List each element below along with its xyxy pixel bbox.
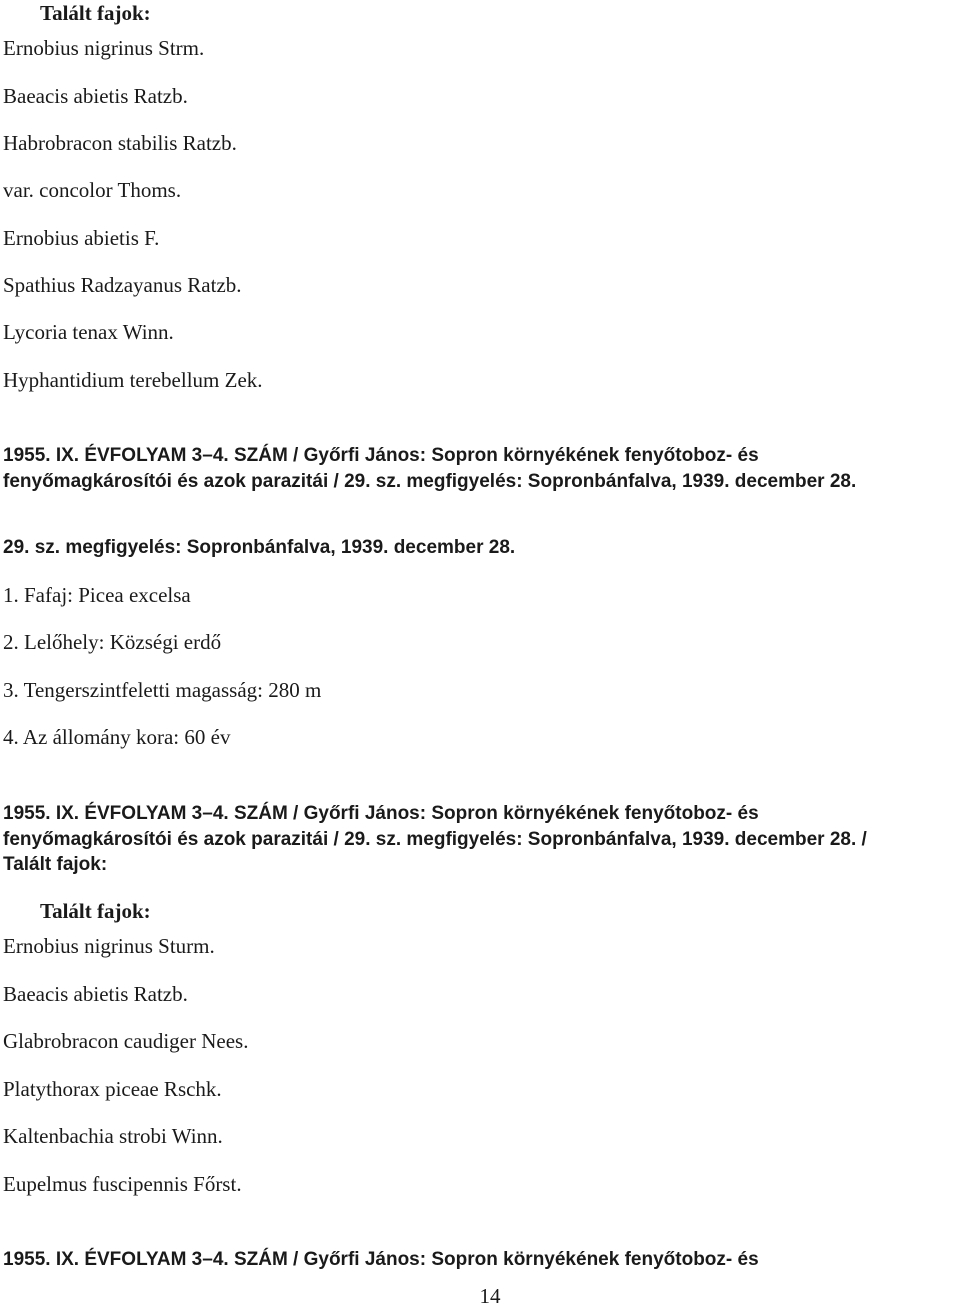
- breadcrumb-line: fenyőmagkárosítói és azok parazitái / 29. sz. megfigyelés: Sopronbánfalva, 1939. december 28. /: [3, 829, 867, 850]
- species-item: Platythorax piceae Rschk.: [3, 1077, 222, 1101]
- species-item: Spathius Radzayanus Ratzb.: [3, 273, 242, 297]
- species-item: Glabrobracon caudiger Nees.: [3, 1029, 249, 1053]
- species-item: Hyphantidium terebellum Zek.: [3, 368, 263, 392]
- species-item: Ernobius nigrinus Strm.: [3, 36, 205, 60]
- species-item: Eupelmus fuscipennis Főrst.: [3, 1172, 242, 1196]
- breadcrumb-line: 1955. IX. ÉVFOLYAM 3–4. SZÁM / Győrfi János: Sopron környékének fenyőtoboz- és: [3, 803, 759, 824]
- species-item: Ernobius abietis F.: [3, 226, 160, 250]
- species-item: var. concolor Thoms.: [3, 178, 182, 202]
- species-item: Lycoria tenax Winn.: [3, 320, 174, 344]
- breadcrumb-line: 1955. IX. ÉVFOLYAM 3–4. SZÁM / Győrfi János: Sopron környékének fenyőtoboz- és: [3, 445, 759, 466]
- observation-item: 2. Lelőhely: Községi erdő: [3, 630, 222, 654]
- breadcrumb-line: Talált fajok:: [3, 854, 108, 875]
- observation-item: 3. Tengerszintfeletti magasság: 280 m: [3, 678, 322, 702]
- observation-title: 29. sz. megfigyelés: Sopronbánfalva, 1939. december 28.: [3, 537, 516, 558]
- section-heading: Talált fajok:: [40, 899, 151, 923]
- species-item: Kaltenbachia strobi Winn.: [3, 1124, 223, 1148]
- observation-item: 4. Az állomány kora: 60 év: [3, 725, 231, 749]
- species-item: Baeacis abietis Ratzb.: [3, 84, 188, 108]
- observation-item: 1. Fafaj: Picea excelsa: [3, 583, 191, 607]
- species-item: Habrobracon stabilis Ratzb.: [3, 131, 237, 155]
- section-heading: Talált fajok:: [40, 1, 151, 25]
- species-item: Ernobius nigrinus Sturm.: [3, 934, 215, 958]
- page-number: 14: [479, 1284, 501, 1308]
- species-item: Baeacis abietis Ratzb.: [3, 982, 188, 1006]
- breadcrumb-line: fenyőmagkárosítói és azok parazitái / 29. sz. megfigyelés: Sopronbánfalva, 1939. december 28.: [3, 471, 857, 492]
- breadcrumb-line: 1955. IX. ÉVFOLYAM 3–4. SZÁM / Győrfi János: Sopron környékének fenyőtoboz- és: [3, 1249, 759, 1270]
